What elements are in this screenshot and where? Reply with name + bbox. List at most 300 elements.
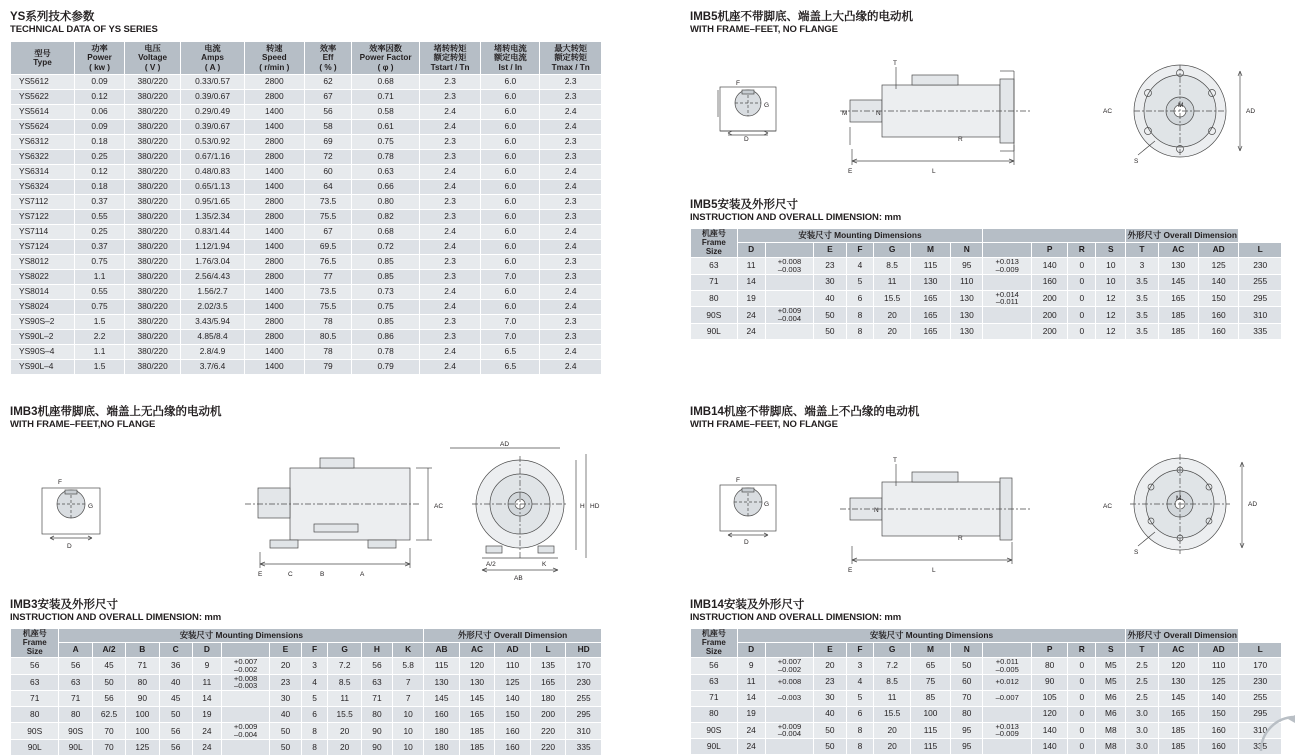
cell-value: 78 (304, 345, 352, 360)
cell-g: 15.5 (874, 706, 910, 722)
cell-r: 0 (1068, 657, 1096, 674)
cell-type: YS8014 (11, 285, 75, 300)
cell-n: 130 (951, 290, 983, 307)
cell-value: 0.78 (352, 150, 419, 165)
cell-ad: 110 (495, 657, 531, 674)
cell-value: 72 (304, 150, 352, 165)
cell-value: 2.4 (419, 225, 481, 240)
cell-value: 1400 (244, 165, 304, 180)
dim-col-a: A (59, 643, 92, 657)
cell-n: 60 (951, 674, 983, 690)
cell-value: 0.25 (75, 225, 125, 240)
cell-value: 6.0 (481, 135, 540, 150)
cell-ac: 185 (459, 740, 495, 756)
specs-title-cn: YS系列技术参数 (10, 11, 95, 23)
cell-d-tolerance (221, 740, 269, 756)
svg-text:N: N (874, 507, 879, 514)
cell-value: 6.0 (481, 180, 540, 195)
cell-k: 7 (393, 674, 424, 691)
dim-col-r: R (1068, 643, 1096, 657)
cell-d-tolerance (221, 691, 269, 707)
cell-n: 95 (951, 257, 983, 274)
cell-s: M6 (1096, 706, 1126, 722)
dim-col-tolerance (221, 643, 269, 657)
cell-value: 75.5 (304, 210, 352, 225)
cell-value: 2800 (244, 330, 304, 345)
table-row (691, 674, 1282, 690)
imb5-drawing-svg (700, 45, 1290, 185)
cell-value: 0.39/0.67 (181, 90, 245, 105)
imb3-drawing (20, 440, 610, 590)
cell-k: 5.8 (393, 657, 424, 674)
frame-size: 71 (691, 274, 738, 290)
cell-l: 220 (530, 723, 566, 740)
cell-value: 2.4 (419, 300, 481, 315)
cell-n-tolerance: +0.014 –0.011 (983, 290, 1032, 307)
cell-p: 200 (1032, 324, 1068, 340)
cell-c: 40 (159, 674, 192, 691)
cell-t: 2.5 (1126, 674, 1158, 690)
cell-value: 7.0 (481, 315, 540, 330)
cell-n: 80 (951, 706, 983, 722)
dim-header-row-cols (11, 643, 602, 657)
cell-s: M8 (1096, 722, 1126, 739)
dim-col-p: P (1032, 643, 1068, 657)
cell-n: 130 (951, 307, 983, 324)
specs-col-tstart-tn: 堵转转矩 额定转矩 Tstart / Tn (419, 42, 481, 75)
cell-value: 2.2 (75, 330, 125, 345)
table-row (691, 274, 1282, 290)
cell-g: 20 (874, 739, 910, 755)
cell-m: 115 (910, 257, 950, 274)
dim-col-l: L (1239, 243, 1282, 257)
cell-s: M5 (1096, 657, 1126, 674)
cell-l: 255 (1239, 274, 1282, 290)
svg-text:R: R (958, 136, 963, 143)
cell-b: 71 (126, 657, 159, 674)
cell-m: 65 (910, 657, 950, 674)
cell-value: 2.4 (419, 285, 481, 300)
specs-col-speed: 转速 Speed ( r/min ) (244, 42, 304, 75)
cell-value: 380/220 (125, 240, 181, 255)
cell-a: 90S (59, 723, 92, 740)
svg-text:M: M (1176, 495, 1182, 502)
cell-value: 1.1 (75, 270, 125, 285)
cell-value: 0.72 (352, 240, 419, 255)
cell-hd: 170 (566, 657, 602, 674)
cell-ac: 145 (459, 691, 495, 707)
dim-col-e: E (814, 643, 846, 657)
cell-d: 11 (737, 257, 765, 274)
cell-value: 1400 (244, 360, 304, 375)
cell-l: 180 (530, 691, 566, 707)
table-row (11, 360, 602, 375)
mounting-dimensions-header: 安装尺寸 Mounting Dimensions (59, 629, 424, 643)
svg-text:AD: AD (1246, 108, 1256, 115)
cell-t: 3.5 (1126, 324, 1158, 340)
cell-a2: 62.5 (92, 707, 125, 723)
cell-m: 100 (910, 706, 950, 722)
svg-text:L: L (932, 567, 936, 574)
cell-value: 2.4 (419, 180, 481, 195)
table-row (11, 674, 602, 691)
cell-value: 6.0 (481, 195, 540, 210)
specs-table-header-row (11, 42, 602, 75)
dim-col-c: C (159, 643, 192, 657)
cell-value: 0.18 (75, 135, 125, 150)
cell-s: M5 (1096, 674, 1126, 690)
cell-p: 120 (1032, 706, 1068, 722)
cell-value: 0.53/0.92 (181, 135, 245, 150)
specs-col-power: 功率 Power ( kw ) (75, 42, 125, 75)
cell-value: 380/220 (125, 360, 181, 375)
cell-p: 90 (1032, 674, 1068, 690)
cell-value: 67 (304, 90, 352, 105)
cell-d: 24 (737, 739, 765, 755)
svg-text:E: E (848, 168, 853, 175)
cell-type: YS90L–2 (11, 330, 75, 345)
cell-ac: 130 (1158, 674, 1198, 690)
cell-m: 75 (910, 674, 950, 690)
cell-value: 2.4 (540, 360, 602, 375)
cell-e: 40 (814, 290, 846, 307)
cell-value: 1400 (244, 345, 304, 360)
cell-ad: 125 (1198, 674, 1238, 690)
cell-t: 3.5 (1126, 274, 1158, 290)
cell-n: 95 (951, 739, 983, 755)
cell-value: 0.82 (352, 210, 419, 225)
cell-l: 170 (1239, 657, 1282, 674)
svg-text:F: F (58, 479, 62, 486)
svg-text:AC: AC (1103, 503, 1113, 510)
cell-value: 6.0 (481, 255, 540, 270)
svg-text:M: M (1178, 102, 1184, 109)
imb3-dim-panel (10, 598, 602, 756)
cell-value: 2.4 (540, 180, 602, 195)
cell-ad: 140 (1198, 274, 1238, 290)
cell-ad: 125 (495, 674, 531, 691)
cell-g: 8.5 (328, 674, 361, 691)
cell-c: 45 (159, 691, 192, 707)
table-row (11, 255, 602, 270)
cell-g: 8.5 (874, 257, 910, 274)
cell-value: 0.48/0.83 (181, 165, 245, 180)
dim-col-k: K (393, 643, 424, 657)
cell-ad: 160 (1198, 324, 1238, 340)
cell-value: 2.3 (540, 150, 602, 165)
dim-col-t: T (1126, 243, 1158, 257)
cell-value: 0.85 (352, 270, 419, 285)
specs-col-amps: 电流 Amps ( A ) (181, 42, 245, 75)
cell-value: 2.4 (540, 225, 602, 240)
cell-l: 295 (1239, 290, 1282, 307)
dim-header-row-group (11, 629, 602, 643)
cell-value: 6.0 (481, 105, 540, 120)
cell-value: 2.3 (419, 75, 481, 90)
cell-value: 2.56/4.43 (181, 270, 245, 285)
cell-e: 30 (814, 690, 846, 706)
imb14-title-cn: IMB14机座不带脚底、端盖上不凸缘的电动机 (690, 406, 920, 418)
cell-g: 20 (328, 740, 361, 756)
cell-ad: 150 (1198, 290, 1238, 307)
cell-d-tolerance (221, 707, 269, 723)
svg-text:F: F (736, 477, 740, 484)
cell-ac: 130 (1158, 257, 1198, 274)
cell-m: 165 (910, 324, 950, 340)
frame-size: 80 (11, 707, 59, 723)
cell-value: 6.5 (481, 360, 540, 375)
cell-e: 50 (270, 740, 301, 756)
cell-value: 2.4 (419, 345, 481, 360)
mounting-dimensions-header-2 (983, 229, 1126, 243)
cell-value: 2.4 (419, 165, 481, 180)
cell-e: 23 (814, 674, 846, 690)
frame-size: 63 (691, 674, 738, 690)
cell-h: 71 (361, 691, 392, 707)
cell-type: YS5622 (11, 90, 75, 105)
cell-value: 380/220 (125, 315, 181, 330)
cell-value: 2.3 (540, 315, 602, 330)
dim-col-n: N (951, 643, 983, 657)
specs-col-eff: 效率 Eff ( % ) (304, 42, 352, 75)
cell-g: 7.2 (328, 657, 361, 674)
table-row (11, 657, 602, 674)
cell-l: 230 (1239, 257, 1282, 274)
cell-ad: 150 (495, 707, 531, 723)
cell-value: 6.0 (481, 300, 540, 315)
cell-b: 100 (126, 707, 159, 723)
cell-value: 2.8/4.9 (181, 345, 245, 360)
cell-c: 50 (159, 707, 192, 723)
cell-n: 130 (951, 324, 983, 340)
cell-d: 9 (192, 657, 221, 674)
cell-type: YS6314 (11, 165, 75, 180)
dim-col-tolerance (983, 243, 1032, 257)
cell-value: 0.12 (75, 90, 125, 105)
cell-n: 50 (951, 657, 983, 674)
imb3-drawing-svg (20, 440, 610, 590)
cell-d-tolerance (765, 706, 814, 722)
cell-b: 90 (126, 691, 159, 707)
cell-value: 0.09 (75, 75, 125, 90)
cell-l: 200 (530, 707, 566, 723)
cell-e: 20 (814, 657, 846, 674)
cell-value: 0.85 (352, 255, 419, 270)
cell-d-tolerance (765, 290, 814, 307)
cell-l: 335 (1239, 324, 1282, 340)
cell-d: 19 (192, 707, 221, 723)
cell-value: 2.3 (419, 135, 481, 150)
table-row (11, 270, 602, 285)
cell-value: 1400 (244, 225, 304, 240)
cell-value: 2.3 (540, 255, 602, 270)
svg-text:M: M (842, 110, 848, 117)
frame-size: 90L (11, 740, 59, 756)
cell-value: 6.0 (481, 150, 540, 165)
dim-col-ad: AD (1198, 243, 1238, 257)
imb14-title-en: WITH FRAME–FEET, NO FLANGE (690, 419, 838, 430)
cell-type: YS5614 (11, 105, 75, 120)
cell-d-tolerance: +0.007 –0.002 (221, 657, 269, 674)
frame-size: 90L (691, 324, 738, 340)
cell-value: 2800 (244, 135, 304, 150)
dim-col-ac: AC (1158, 243, 1198, 257)
table-row (11, 135, 602, 150)
dim-col-tolerance (765, 643, 814, 657)
table-row (11, 180, 602, 195)
cell-ab: 180 (424, 740, 460, 756)
cell-r: 0 (1068, 257, 1096, 274)
svg-text:G: G (88, 503, 94, 510)
cell-value: 1.1 (75, 345, 125, 360)
specs-col-tmax-tn: 最大转矩 额定转矩 Tmax / Tn (540, 42, 602, 75)
cell-value: 1400 (244, 105, 304, 120)
cell-value: 0.71 (352, 90, 419, 105)
table-row (11, 330, 602, 345)
cell-e: 30 (814, 274, 846, 290)
cell-value: 0.75 (352, 300, 419, 315)
frame-size: 63 (11, 674, 59, 691)
cell-g: 8.5 (874, 674, 910, 690)
table-row (691, 706, 1282, 722)
dim-col-f: F (846, 243, 874, 257)
imb5-title-en: WITH FRAME–FEET, NO FLANGE (690, 24, 838, 35)
cell-s: 12 (1096, 307, 1126, 324)
cell-value: 0.61 (352, 120, 419, 135)
cell-s: M6 (1096, 690, 1126, 706)
svg-text:E: E (848, 567, 853, 574)
dim-header-row-cols (691, 243, 1282, 257)
dim-col-s: S (1096, 643, 1126, 657)
imb14-dim-table (690, 628, 1282, 755)
dim-header-row-group (691, 629, 1282, 643)
dim-col-g: G (874, 643, 910, 657)
dim-col-d: D (192, 643, 221, 657)
table-row (691, 290, 1282, 307)
cell-value: 1.12/1.94 (181, 240, 245, 255)
cell-value: 1400 (244, 285, 304, 300)
cell-e: 50 (814, 722, 846, 739)
cell-type: YS90S–4 (11, 345, 75, 360)
cell-value: 2.3 (540, 270, 602, 285)
svg-text:HD: HD (590, 503, 600, 510)
cell-f: 3 (846, 657, 874, 674)
cell-value: 380/220 (125, 330, 181, 345)
imb14-panel (690, 405, 919, 431)
cell-b: 125 (126, 740, 159, 756)
cell-p: 105 (1032, 690, 1068, 706)
specs-table-body (11, 75, 602, 375)
cell-ac: 145 (1158, 690, 1198, 706)
cell-n: 70 (951, 690, 983, 706)
cell-d: 24 (737, 722, 765, 739)
cell-value: 2.3 (419, 255, 481, 270)
cell-value: 380/220 (125, 120, 181, 135)
dim-col-ac: AC (1158, 643, 1198, 657)
table-row (11, 75, 602, 90)
cell-value: 3.43/5.94 (181, 315, 245, 330)
cell-ac: 185 (1158, 324, 1198, 340)
cell-r: 0 (1068, 722, 1096, 739)
cell-value: 1.5 (75, 360, 125, 375)
frame-size: 56 (691, 657, 738, 674)
dim-col-g: G (874, 243, 910, 257)
cell-value: 2.3 (419, 330, 481, 345)
cell-value: 2.4 (540, 165, 602, 180)
cell-l: 310 (1239, 722, 1282, 739)
cell-value: 2.3 (419, 150, 481, 165)
cell-value: 380/220 (125, 225, 181, 240)
cell-e: 50 (270, 723, 301, 740)
cell-ab: 115 (424, 657, 460, 674)
svg-text:F: F (736, 80, 740, 87)
cell-h: 56 (361, 657, 392, 674)
cell-value: 0.73 (352, 285, 419, 300)
table-row (11, 195, 602, 210)
svg-text:T: T (893, 60, 897, 67)
cell-h: 90 (361, 740, 392, 756)
specs-col-power-factor: 效率因数 Power Factor ( φ ) (352, 42, 419, 75)
cell-type: YS6322 (11, 150, 75, 165)
table-row (11, 120, 602, 135)
cell-value: 7.0 (481, 270, 540, 285)
cell-f: 4 (846, 674, 874, 690)
table-row (11, 90, 602, 105)
table-row (691, 722, 1282, 739)
cell-value: 69 (304, 135, 352, 150)
imb5-title-cn: IMB5机座不带脚底、端盖上大凸缘的电动机 (690, 11, 913, 23)
cell-hd: 310 (566, 723, 602, 740)
cell-value: 0.25 (75, 150, 125, 165)
cell-value: 380/220 (125, 255, 181, 270)
cell-r: 0 (1068, 290, 1096, 307)
cell-m: 165 (910, 307, 950, 324)
cell-ac: 165 (1158, 706, 1198, 722)
dim-col-t: T (1126, 643, 1158, 657)
cell-e: 30 (270, 691, 301, 707)
cell-a2: 70 (92, 723, 125, 740)
cell-r: 0 (1068, 324, 1096, 340)
dim-col-d: D (737, 643, 765, 657)
cell-value: 2800 (244, 195, 304, 210)
cell-value: 1400 (244, 240, 304, 255)
cell-value: 380/220 (125, 345, 181, 360)
cell-t: 2.5 (1126, 690, 1158, 706)
dim-col-f: F (846, 643, 874, 657)
cell-value: 0.75 (75, 255, 125, 270)
dim-col-m: M (910, 243, 950, 257)
cell-value: 2.3 (419, 210, 481, 225)
cell-ac: 165 (459, 707, 495, 723)
cell-ac: 185 (1158, 307, 1198, 324)
cell-value: 0.85 (352, 315, 419, 330)
cell-value: 2.3 (540, 90, 602, 105)
cell-a: 80 (59, 707, 92, 723)
cell-d: 24 (737, 307, 765, 324)
cell-m: 130 (910, 274, 950, 290)
frame-size: 90S (11, 723, 59, 740)
table-row (11, 150, 602, 165)
cell-g: 15.5 (874, 290, 910, 307)
cell-k: 10 (393, 723, 424, 740)
cell-l: 335 (1239, 739, 1282, 755)
cell-type: YS6312 (11, 135, 75, 150)
cell-value: 62 (304, 75, 352, 90)
cell-k: 7 (393, 691, 424, 707)
cell-c: 36 (159, 657, 192, 674)
cell-d-tolerance: +0.008 (765, 674, 814, 690)
cell-value: 380/220 (125, 75, 181, 90)
